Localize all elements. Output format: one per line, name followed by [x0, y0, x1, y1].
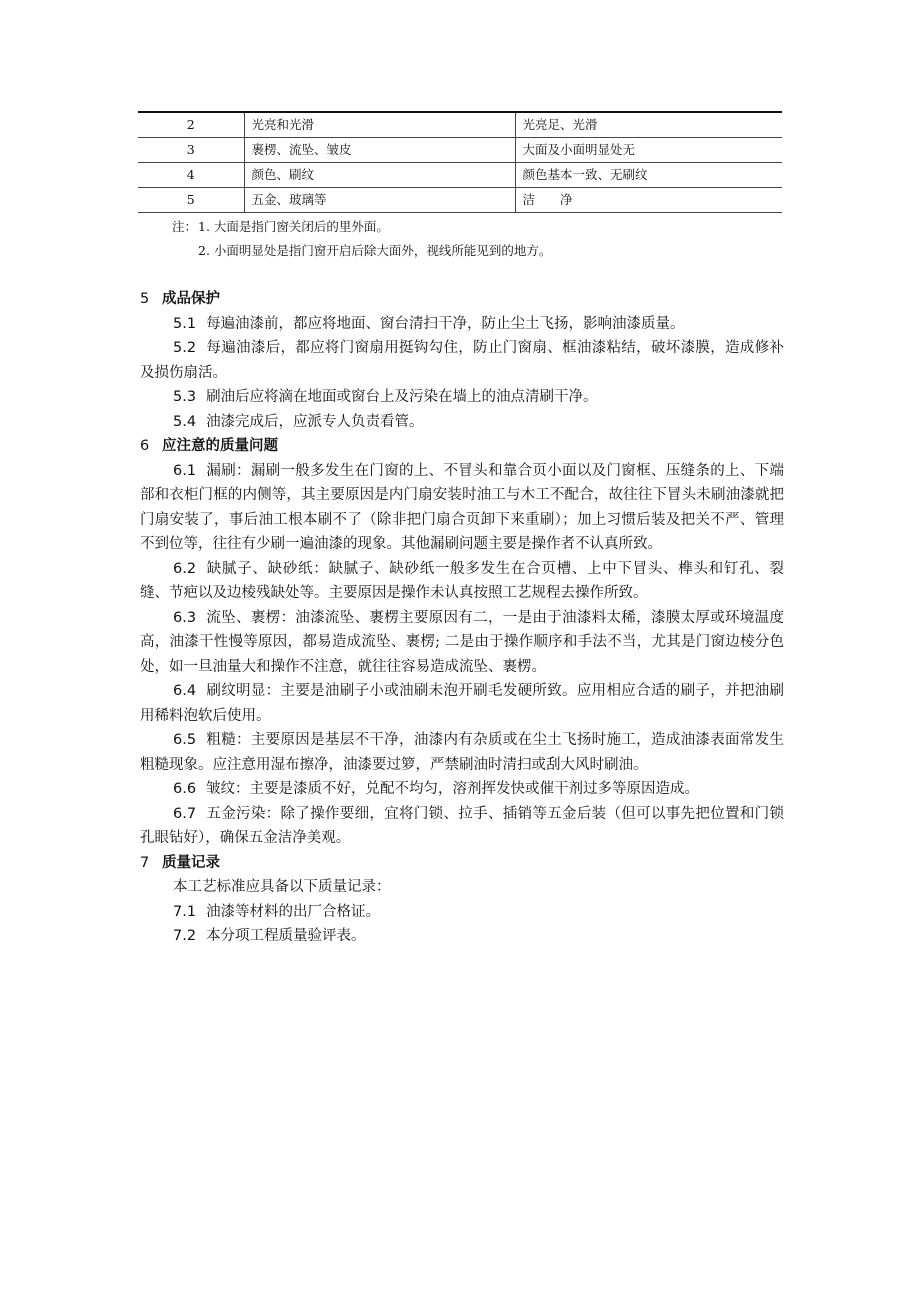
paragraph: [140, 802, 784, 851]
row-number: 5: [138, 188, 244, 213]
clause-number: 7.1: [173, 903, 197, 920]
paragraph: [140, 557, 784, 606]
clause-text: 油漆完成后，应派专人负责看管。: [206, 413, 424, 430]
note-text: 2. 小面明显处是指门窗开启后除大面外，视线所能见到的地方。: [198, 243, 552, 258]
table-row: [138, 163, 782, 188]
quality-table: [138, 111, 782, 213]
paragraph: [140, 336, 784, 385]
quality-standard: 大面及小面明显处无: [515, 138, 782, 163]
clause-text: 每遍油漆前，都应将地面、窗台清扫干净，防止尘土飞扬，影响油漆质量。: [206, 315, 685, 332]
table-note-2: [198, 242, 551, 260]
row-number: 3: [138, 138, 244, 163]
clause-text: 漏刷：漏刷一般多发生在门窗的上、不冒头和靠合页小面以及门窗框、压缝条的上、下端部和衣柜门框的内侧等，其主要原因是内门扇安装时油工与木工不配合，故往往下冒头未刷油漆就把门扇安装了，事后油工根本刷不了（除非把门扇合页卸下来重刷）；加上习惯后装及把关不严、管理不到位等，往往有少刷一遍油漆的现象。其他漏刷问题主要是操作者不认真所致。: [140, 462, 784, 552]
clause-number: 5.4: [173, 413, 197, 430]
clause-number: 6.5: [173, 732, 197, 748]
paragraph: [140, 679, 784, 728]
paragraph: [140, 410, 784, 435]
clause-number: 6.1: [173, 462, 197, 479]
section-heading: 5 成品保护: [140, 291, 220, 307]
clause-number: 6.6: [173, 781, 197, 797]
paragraph: 本工艺标准应具备以下质量记录：: [173, 879, 391, 895]
clause-number: 6.2: [173, 560, 197, 577]
clause-text: 刷油后应将滴在地面或窗台上及污染在墙上的油点清刷干净。: [206, 389, 598, 405]
quality-standard: 洁 净: [515, 188, 782, 213]
inspection-item: 裹楞、流坠、皱皮: [244, 138, 515, 163]
clause-text: 皱纹：主要是漆质不好，兑配不均匀，溶剂挥发快或催干剂过多等原因造成。: [206, 781, 700, 797]
inspection-item: 光亮和光滑: [244, 112, 515, 138]
paragraph: [140, 777, 784, 802]
section-heading: 6 应注意的质量问题: [140, 438, 278, 454]
row-number: 2: [138, 112, 244, 138]
paragraph: [140, 459, 784, 557]
clause-number: 5.3: [173, 389, 197, 405]
table-note-1: [172, 218, 389, 236]
paragraph: [140, 606, 784, 680]
clause-text: 本分项工程质量验评表。: [206, 928, 366, 944]
clause-number: 6.4: [173, 683, 197, 699]
clause-text: 五金污染：除了操作要细，宜将门锁、拉手、插销等五金后装（但可以事先把位置和门锁孔眼钻好），确保五金洁净美观。: [140, 805, 784, 846]
clause-text: 粗糙：主要原因是基层不干净，油漆内有杂质或在尘土飞扬时施工，造成油漆表面常发生粗糙现象。应注意用湿布擦净，油漆要过箩，严禁刷油时清扫或刮大风时刷油。: [140, 732, 784, 773]
note-label: 注：: [172, 219, 198, 234]
section-heading: 7 质量记录: [140, 854, 220, 871]
clause-number: 6.3: [173, 609, 197, 626]
clause-text: 缺腻子、缺砂纸：缺腻子、缺砂纸一般多发生在合页槽、上中下冒头、榫头和钉孔、裂缝、节疤以及边棱残缺处等。主要原因是操作未认真按照工艺规程去操作所致。: [140, 560, 784, 601]
table-row: [138, 188, 782, 213]
paragraph: [140, 312, 784, 337]
paragraph: [140, 924, 784, 949]
clause-text: 刷纹明显：主要是油刷子小或油刷未泡开刷毛发硬所致。应用相应合适的刷子，并把油刷用稀料泡软后使用。: [140, 683, 784, 724]
quality-standard: 颜色基本一致、无刷纹: [515, 163, 782, 188]
table-row: [138, 112, 782, 138]
paragraph: [140, 385, 784, 410]
clause-number: 5.1: [173, 315, 197, 332]
inspection-item: 颜色、刷纹: [244, 163, 515, 188]
clause-number: 5.2: [173, 340, 197, 356]
quality-standard: 光亮足、光滑: [515, 112, 782, 138]
note-text: 1. 大面是指门窗关闭后的里外面。: [198, 219, 389, 234]
clause-text: 流坠、裹楞：油漆流坠、裹楞主要原因有二，一是由于油漆料太稀，漆膜太厚或环境温度高，油漆干性慢等原因，都易造成流坠、裹楞; 二是由于操作顺序和手法不当，尤其是门窗边棱分色处，如一旦油量大和操作不注意，就往往容易造成流坠、裹楞。: [140, 609, 784, 675]
clause-number: 7.2: [173, 928, 197, 944]
paragraph: [140, 728, 784, 777]
document-body: [140, 287, 784, 949]
row-number: 4: [138, 163, 244, 188]
clause-text: 油漆等材料的出厂合格证。: [206, 903, 381, 920]
table-row: [138, 138, 782, 163]
clause-text: 每遍油漆后，都应将门窗扇用挺钩勾住，防止门窗扇、框油漆粘结，破坏漆膜，造成修补及损伤扇活。: [140, 340, 784, 381]
clause-number: 6.7: [173, 805, 197, 822]
inspection-item: 五金、玻璃等: [244, 188, 515, 213]
paragraph: [140, 900, 784, 925]
